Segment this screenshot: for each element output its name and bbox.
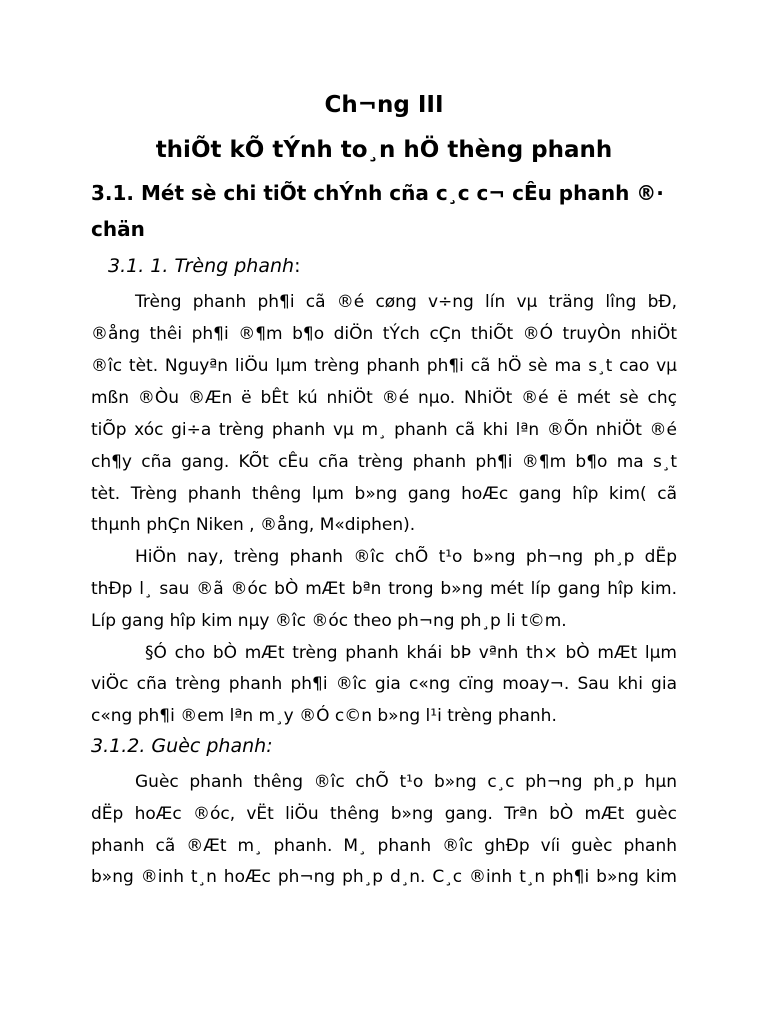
chapter-number: Ch¬ng III — [324, 92, 444, 118]
chapter-title: thiÕt kÕ tÝnh to¸n hÖ thèng phanh — [155, 137, 613, 163]
paragraph-line: Guèc phanh thêng ®îc chÕ t¹o b»ng c¸c ph¬ng ph¸p hµn — [135, 772, 677, 792]
paragraph-line: c«ng ph¶i ®em lªn m¸y ®Ó c©n b»ng l¹i trèng phanh. — [91, 706, 557, 726]
paragraph-line: dËp hoÆc ®óc, vËt liÖu thêng b»ng gang. Trªn bÒ mÆt guèc — [91, 804, 677, 824]
paragraph-line: phanh cã ®Æt m¸ phanh. M¸ phanh ®îc ghÐp víi guèc phanh — [91, 836, 677, 856]
paragraph-line: ch¶y cña gang. KÕt cÊu cña trèng phanh ph¶i ®¶m b¶o ma s¸t — [91, 452, 677, 472]
paragraph-line: Líp gang hîp kim nµy ®îc ®óc theo ph¬ng ph¸p li t©m. — [91, 611, 567, 631]
paragraph-line: mßn ®Òu ®Æn ë bÊt kú nhiÖt ®é nµo. NhiÖt ®é ë mét sè chç — [91, 388, 677, 408]
paragraph-line: tèt. Trèng phanh thêng lµm b»ng gang hoÆc gang hîp kim( cã — [91, 484, 677, 504]
paragraph-line: ®îc tèt. Nguyªn liÖu lµm trèng phanh ph¶i cã hÖ sè ma s¸t cao vµ — [91, 356, 677, 376]
paragraph-line: Trèng phanh ph¶i cã ®é cøng v÷ng lín vµ träng lîng bÐ, — [135, 292, 677, 312]
paragraph-line: §Ó cho bÒ mÆt trèng phanh khái bÞ vªnh th× bÒ mÆt lµm — [145, 643, 677, 663]
paragraph-line: tiÕp xóc gi÷a trèng phanh vµ m¸ phanh cã khi lªn ®Õn nhiÖt ®é — [91, 420, 677, 440]
subsection-heading-drum — [108, 255, 300, 277]
subsection-heading-shoe: 3.1.2. Guèc phanh: — [91, 735, 273, 757]
paragraph-line: thÐp l¸ sau ®ã ®óc bÒ mÆt bªn trong b»ng mét líp gang hîp kim. — [91, 579, 677, 599]
paragraph-line: HiÖn nay, trèng phanh ®îc chÕ t¹o b»ng ph¬ng ph¸p dËp — [135, 547, 677, 567]
paragraph-line: ®ång thêi ph¶i ®¶m b¶o diÖn tÝch cÇn thiÕt ®Ó truyÒn nhiÖt — [91, 324, 677, 344]
paragraph-line: thµnh phÇn Niken , ®ång, M«diphen). — [91, 515, 416, 535]
subsection-heading-drum-colon: : — [294, 255, 301, 277]
paragraph-line: b»ng ®inh t¸n hoÆc ph¬ng ph¸p d¸n. C¸c ®inh t¸n ph¶i b»ng kim — [91, 867, 677, 887]
section-heading-line2: chän — [91, 217, 145, 241]
section-heading-line1: 3.1. Mét sè chi tiÕt chÝnh cña c¸c c¬ cÊu phanh ®· — [91, 181, 664, 205]
subsection-heading-drum-text: 3.1. 1. Trèng phanh — [108, 255, 295, 277]
paragraph-line: viÖc cña trèng phanh ph¶i ®îc gia c«ng cïng moay¬. Sau khi gia — [91, 674, 677, 694]
